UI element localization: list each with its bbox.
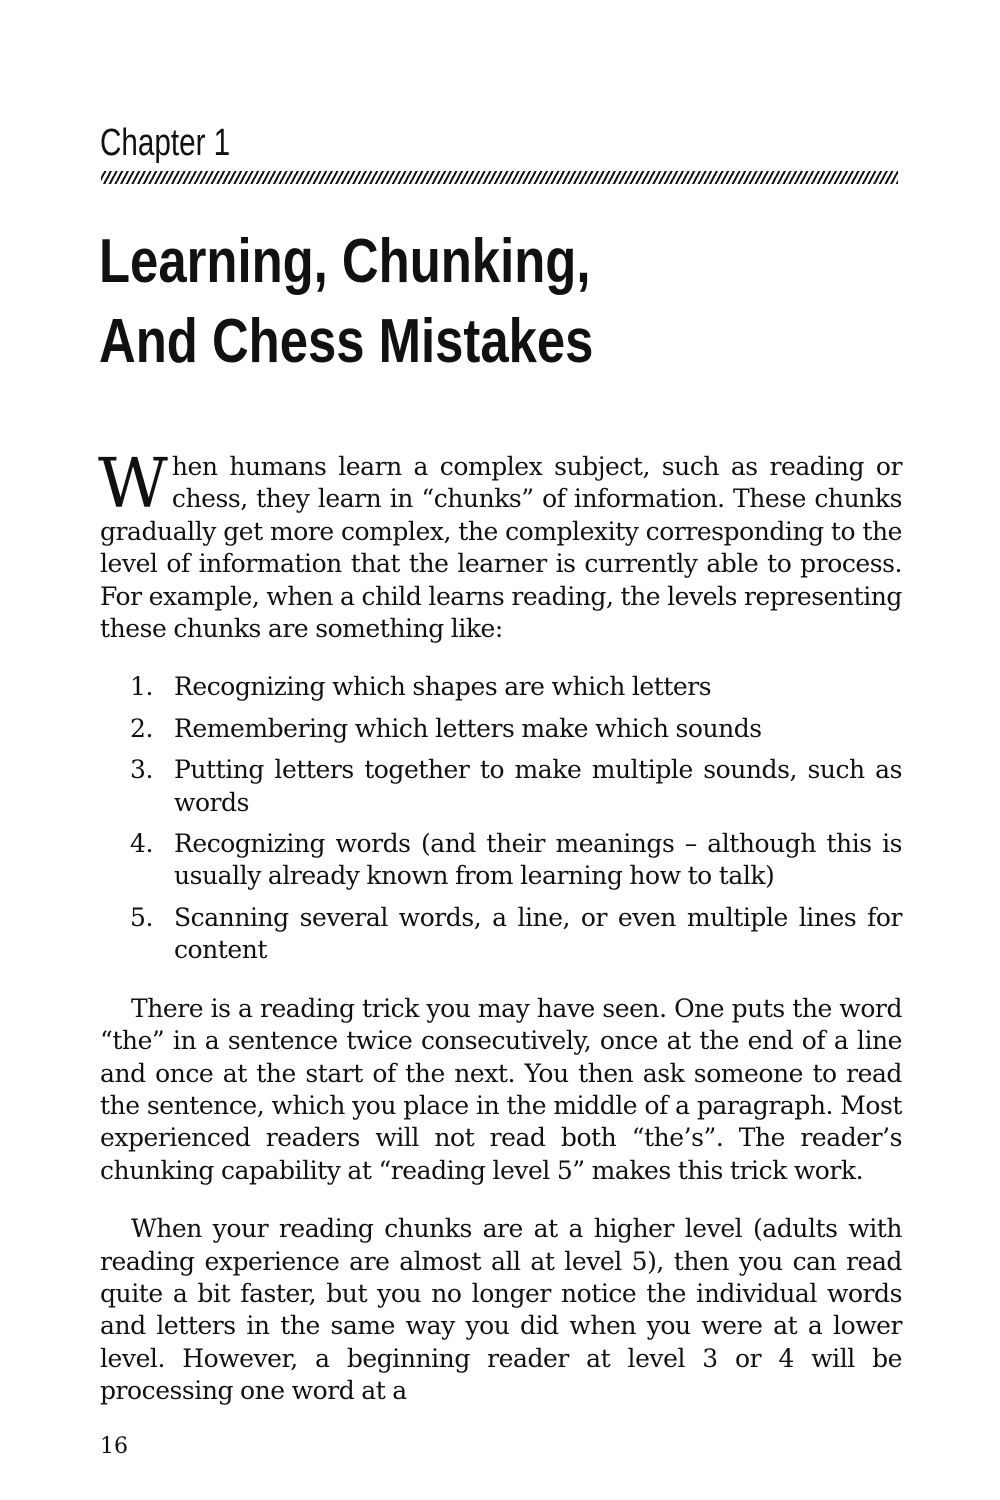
chapter-label: Chapter 1: [100, 122, 231, 164]
list-item-number: 2.: [130, 713, 153, 743]
list-item-number: 4.: [130, 829, 153, 859]
list-item-number: 3.: [130, 755, 153, 785]
chapter-title: [99, 222, 755, 382]
intro-text: hen humans learn a complex subject, such as reading or chess, they learn in “chunks” of information. These chunks gradually get more complex, the complexity corresponding to the level of information that the learner is currently able to process. For example, when a child learns reading, the levels representing these chunks are something like:: [100, 452, 902, 644]
chapter-title-line-2: And Chess Mistakes: [99, 307, 594, 376]
chapter-divider-rule: [101, 171, 898, 184]
list-item: [100, 754, 902, 819]
intro-paragraph: [98, 445, 902, 645]
list-item-number: 1.: [130, 672, 153, 702]
list-item-text: Recognizing words (and their meanings – although this is usually already known from learning how to talk): [174, 829, 902, 891]
page-number: 16: [100, 1434, 128, 1459]
list-item: [100, 713, 902, 745]
list-item: [100, 671, 902, 703]
list-item: [100, 902, 902, 967]
list-item-text: Putting letters together to make multiple sounds, such as words: [174, 755, 902, 817]
reading-levels-list: [100, 671, 902, 966]
list-item: [100, 828, 902, 893]
drop-cap: W: [98, 445, 168, 524]
list-item-number: 5.: [130, 902, 153, 932]
chapter-title-line-1: Learning, Chunking,: [99, 227, 591, 296]
list-item-text: Recognizing which shapes are which letters: [174, 672, 712, 702]
paragraph-reading-trick: There is a reading trick you may have seen. One puts the word “the” in a sentence twice consecutively, once at the end of a line and once at the start of the next. You then ask someone to read the sentence, which you place in the middle of a paragraph. Most experienced readers will not read both “the’s”. The reader’s chunking capability at “reading level 5” makes this trick work.: [100, 993, 902, 1185]
paragraph-reading-chunks: When your reading chunks are at a higher level (adults with reading experience are almost all at level 5), then you can read quite a bit faster, but you no longer notice the individual words and letters in the same way you did when you were at a lower level. However, a beginning reader at level 3 or 4 will be processing one word at a: [100, 1214, 902, 1406]
list-item-text: Remembering which letters make which sounds: [174, 713, 762, 743]
body-text: [98, 445, 902, 1408]
list-item-text: Scanning several words, a line, or even multiple lines for content: [174, 902, 902, 965]
